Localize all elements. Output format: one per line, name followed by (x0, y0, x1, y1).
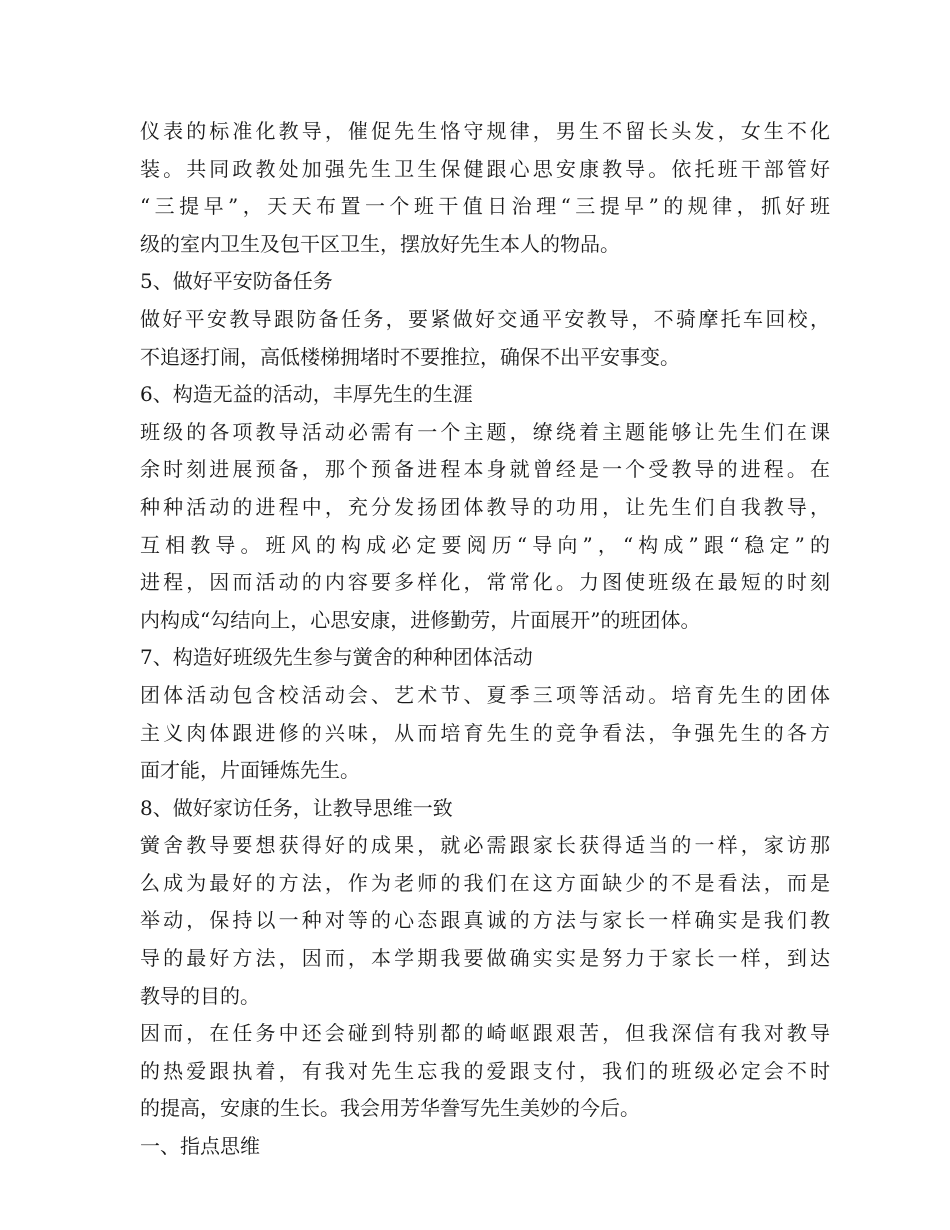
text-line: 进程，因而活动的内容要多样化，常常化。力图使班级在最短的时刻 (140, 570, 830, 595)
text-line: 班级的各项教导活动必需有一个主题，缭绕着主题能够让先生们在课 (140, 419, 830, 444)
section-heading: 8、做好家访任务，让教导思维一致 (140, 795, 453, 820)
text-line: 么成为最好的方法，作为老师的我们在这方面缺少的不是看法，而是 (140, 870, 830, 895)
text-line: 做好平安教导跟防备任务，要紧做好交通平安教导，不骑摩托车回校， (140, 306, 830, 331)
text-line: 种种活动的进程中，充分发扬团体教导的功用，让先生们自我教导， (140, 494, 830, 519)
text-line: 装。共同政教处加强先生卫生保健跟心思安康教导。依托班干部管好 (140, 156, 830, 181)
section-heading: 7、构造好班级先生参与黉舍的种种团体活动 (140, 645, 533, 670)
text-line: 面才能，片面锤炼先生。 (140, 758, 360, 783)
section-heading: 6、构造无益的活动，丰厚先生的生涯 (140, 382, 473, 407)
text-line: 主义肉体跟进修的兴味，从而培育先生的竞争看法，争强先生的各方 (140, 720, 830, 745)
text-line: 教导的目的。 (140, 983, 260, 1008)
text-line: 黉舍教导要想获得好的成果，就必需跟家长获得适当的一样，家访那 (140, 833, 830, 858)
document-body (140, 113, 830, 1166)
text-line: 的提高，安康的生长。我会用芳华誊写先生美妙的今后。 (140, 1096, 640, 1121)
text-line: 内构成“勾结向上，心思安康，进修勤劳，片面展开”的班团体。 (140, 607, 701, 632)
section-heading: 一、指点思维 (140, 1134, 260, 1159)
text-line: 举动，保持以一种对等的心态跟真诚的方法与家长一样确实是我们教 (140, 908, 830, 933)
text-line: 余时刻进展预备，那个预备进程本身就曾经是一个受教导的进程。在 (140, 457, 830, 482)
text-line: 级的室内卫生及包干区卫生，摆放好先生本人的物品。 (140, 231, 620, 256)
text-line: 因而，在任务中还会碰到特别都的崎岖跟艰苦，但我深信有我对教导 (140, 1021, 830, 1046)
text-line: 互相教导。班风的构成必定要阅历“导向”，“构成”跟“稳定”的 (140, 532, 830, 557)
text-line: 团体活动包含校活动会、艺术节、夏季三项等活动。培育先生的团体 (140, 682, 830, 707)
text-line: “三提早”，天天布置一个班干值日治理“三提早”的规律，抓好班 (140, 194, 830, 219)
text-line: 的热爱跟执着，有我对先生忘我的爱跟支付，我们的班级必定会不时 (140, 1058, 830, 1083)
text-line: 不追逐打闹，高低楼梯拥堵时不要推拉，确保不出平安事变。 (140, 344, 680, 369)
section-heading: 5、做好平安防备任务 (140, 269, 333, 294)
text-line: 仪表的标准化教导，催促先生恪守规律，男生不留长头发，女生不化 (140, 119, 830, 143)
text-line: 导的最好方法，因而，本学期我要做确实实是努力于家长一样，到达 (140, 946, 830, 971)
